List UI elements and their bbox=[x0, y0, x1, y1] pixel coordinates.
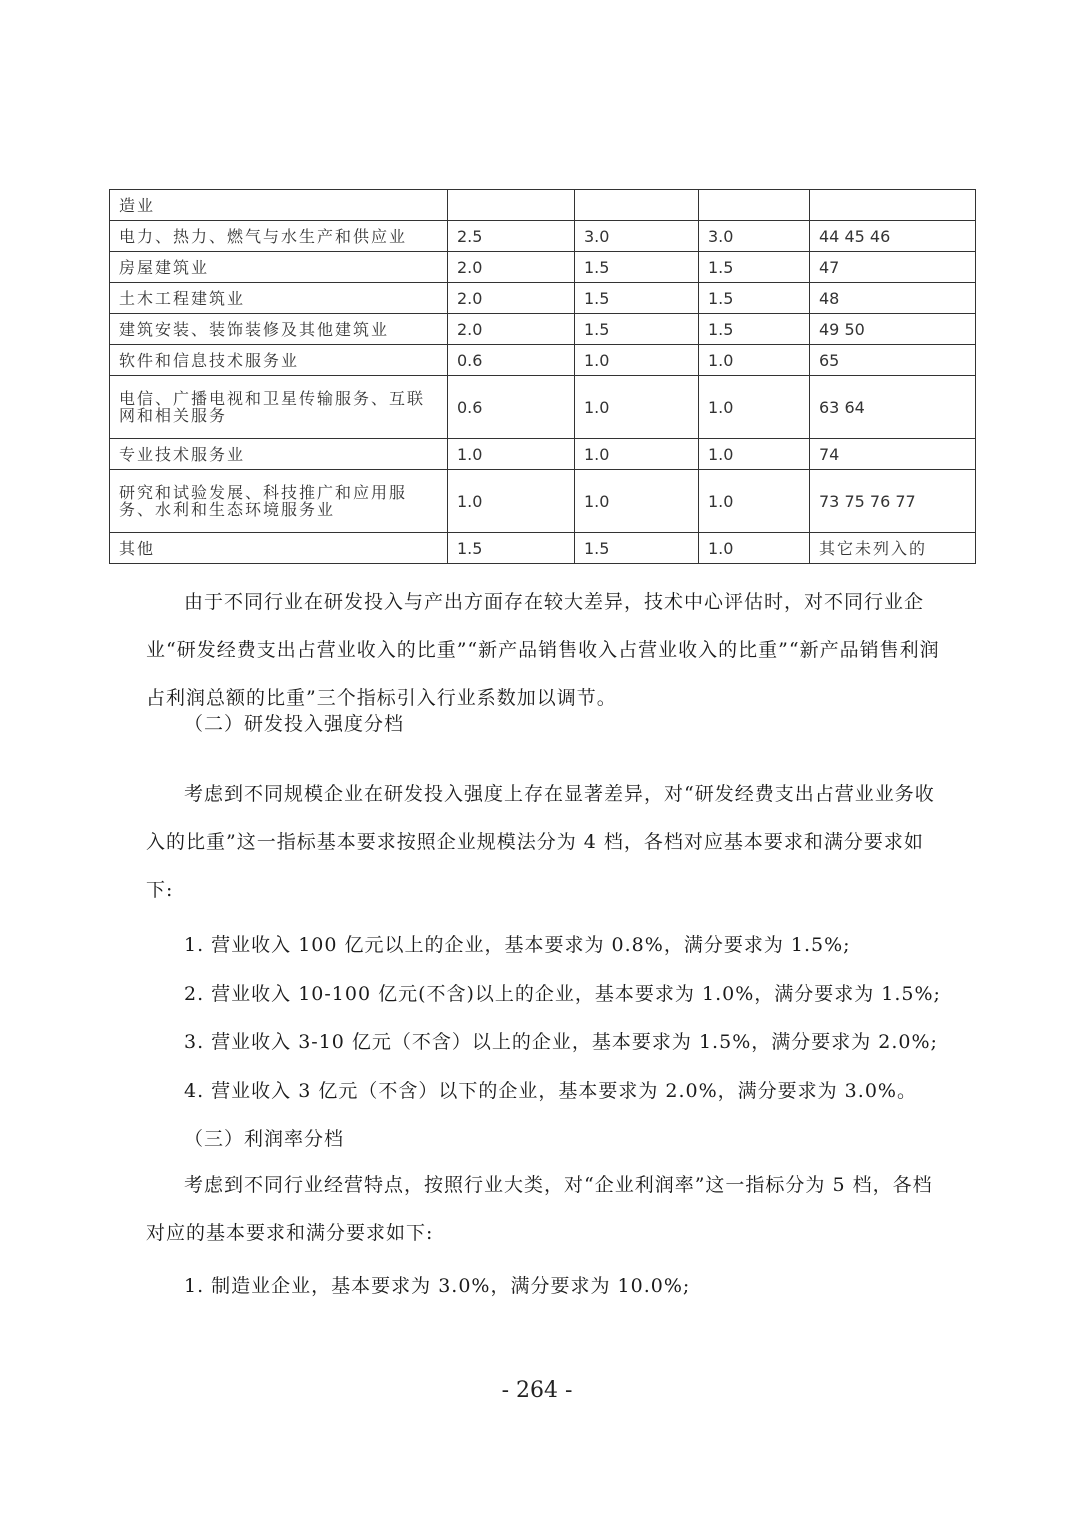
table-row bbox=[110, 283, 976, 314]
coefficient-cell: 1.0 bbox=[699, 376, 810, 439]
industry-cell: 软件和信息技术服务业 bbox=[110, 345, 448, 376]
table-row bbox=[110, 252, 976, 283]
table-row bbox=[110, 345, 976, 376]
coefficient-cell: 1.5 bbox=[448, 533, 575, 564]
coefficient-cell: 3.0 bbox=[699, 221, 810, 252]
industry-code-cell: 65 bbox=[810, 345, 976, 376]
coefficient-cell: 2.0 bbox=[448, 314, 575, 345]
industry-code-cell: 49 50 bbox=[810, 314, 976, 345]
table-row bbox=[110, 221, 976, 252]
coefficient-cell: 0.6 bbox=[448, 376, 575, 439]
industry-code-cell: 63 64 bbox=[810, 376, 976, 439]
page-number: - 264 - bbox=[501, 1378, 573, 1403]
coefficient-cell: 2.0 bbox=[448, 283, 575, 314]
table-row bbox=[110, 190, 976, 221]
coefficient-cell: 1.0 bbox=[575, 345, 699, 376]
coefficient-cell: 1.5 bbox=[699, 283, 810, 314]
coefficient-cell bbox=[448, 190, 575, 221]
coefficient-cell: 0.6 bbox=[448, 345, 575, 376]
industry-cell: 其他 bbox=[110, 533, 448, 564]
section-heading-profit-rate: （三）利润率分档 bbox=[184, 1128, 345, 1150]
industry-cell: 电力、热力、燃气与水生产和供应业 bbox=[110, 221, 448, 252]
coefficient-cell: 1.5 bbox=[699, 252, 810, 283]
paragraph-profit-rate: 考虑到不同行业经营特点，按照行业大类，对“企业利润率”这一指标分为 5 档，各档对应的基本要求和满分要求如下: bbox=[146, 1174, 933, 1244]
list-item: 3. 营业收入 3-10 亿元（不含）以上的企业，基本要求为 1.5%，满分要求为 2.0%; bbox=[184, 1031, 938, 1053]
coefficient-cell: 1.0 bbox=[699, 345, 810, 376]
coefficient-cell: 1.5 bbox=[699, 314, 810, 345]
coefficient-cell: 1.0 bbox=[699, 439, 810, 470]
coefficient-cell: 1.0 bbox=[448, 439, 575, 470]
coefficient-cell bbox=[575, 190, 699, 221]
industry-cell: 电信、广播电视和卫星传输服务、互联网和相关服务 bbox=[110, 376, 448, 439]
industry-code-cell: 73 75 76 77 bbox=[810, 470, 976, 533]
table-row bbox=[110, 470, 976, 533]
industry-cell: 造业 bbox=[110, 190, 448, 221]
list-item: 2. 营业收入 10-100 亿元(不含)以上的企业，基本要求为 1.0%，满分要求为 1.5%; bbox=[184, 983, 941, 1005]
table-row bbox=[110, 439, 976, 470]
coefficient-cell: 2.0 bbox=[448, 252, 575, 283]
coefficient-cell: 1.0 bbox=[575, 439, 699, 470]
table-row bbox=[110, 376, 976, 439]
industry-coefficient-table bbox=[109, 189, 976, 564]
coefficient-cell: 1.5 bbox=[575, 533, 699, 564]
table-row bbox=[110, 533, 976, 564]
list-item: 4. 营业收入 3 亿元（不含）以下的企业，基本要求为 2.0%，满分要求为 3.0%。 bbox=[184, 1080, 917, 1102]
industry-cell: 专业技术服务业 bbox=[110, 439, 448, 470]
industry-code-cell: 其它未列入的 bbox=[810, 533, 976, 564]
industry-code-cell: 74 bbox=[810, 439, 976, 470]
industry-cell: 建筑安装、装饰装修及其他建筑业 bbox=[110, 314, 448, 345]
table-row bbox=[110, 314, 976, 345]
coefficient-cell: 1.0 bbox=[699, 533, 810, 564]
paragraph-rd-intensity: 考虑到不同规模企业在研发投入强度上存在显著差异，对“研发经费支出占营业业务收入的比重”这一指标基本要求按照企业规模法分为 4 档，各档对应基本要求和满分要求如下: bbox=[146, 783, 935, 901]
coefficient-cell: 1.0 bbox=[575, 470, 699, 533]
industry-code-cell bbox=[810, 190, 976, 221]
coefficient-cell: 2.5 bbox=[448, 221, 575, 252]
industry-code-cell: 44 45 46 bbox=[810, 221, 976, 252]
list-item: 1. 制造业企业，基本要求为 3.0%，满分要求为 10.0%; bbox=[184, 1275, 691, 1297]
section-heading-rd-intensity: （二）研发投入强度分档 bbox=[184, 713, 405, 735]
coefficient-cell: 1.5 bbox=[575, 283, 699, 314]
coefficient-cell: 1.0 bbox=[575, 376, 699, 439]
industry-cell: 房屋建筑业 bbox=[110, 252, 448, 283]
industry-cell: 土木工程建筑业 bbox=[110, 283, 448, 314]
paragraph-industry-coefficient: 由于不同行业在研发投入与产出方面存在较大差异，技术中心评估时，对不同行业企业“研发经费支出占营业收入的比重”“新产品销售收入占营业收入的比重”“新产品销售利润占利润总额的比重”三个指标引入行业系数加以调节。 bbox=[146, 591, 940, 709]
coefficient-cell: 1.0 bbox=[699, 470, 810, 533]
coefficient-cell: 1.5 bbox=[575, 314, 699, 345]
industry-cell: 研究和试验发展、科技推广和应用服务、水利和生态环境服务业 bbox=[110, 470, 448, 533]
industry-code-cell: 47 bbox=[810, 252, 976, 283]
coefficient-cell: 1.0 bbox=[448, 470, 575, 533]
list-item: 1. 营业收入 100 亿元以上的企业，基本要求为 0.8%，满分要求为 1.5%; bbox=[184, 934, 851, 956]
coefficient-cell: 3.0 bbox=[575, 221, 699, 252]
coefficient-cell: 1.5 bbox=[575, 252, 699, 283]
industry-code-cell: 48 bbox=[810, 283, 976, 314]
coefficient-cell bbox=[699, 190, 810, 221]
